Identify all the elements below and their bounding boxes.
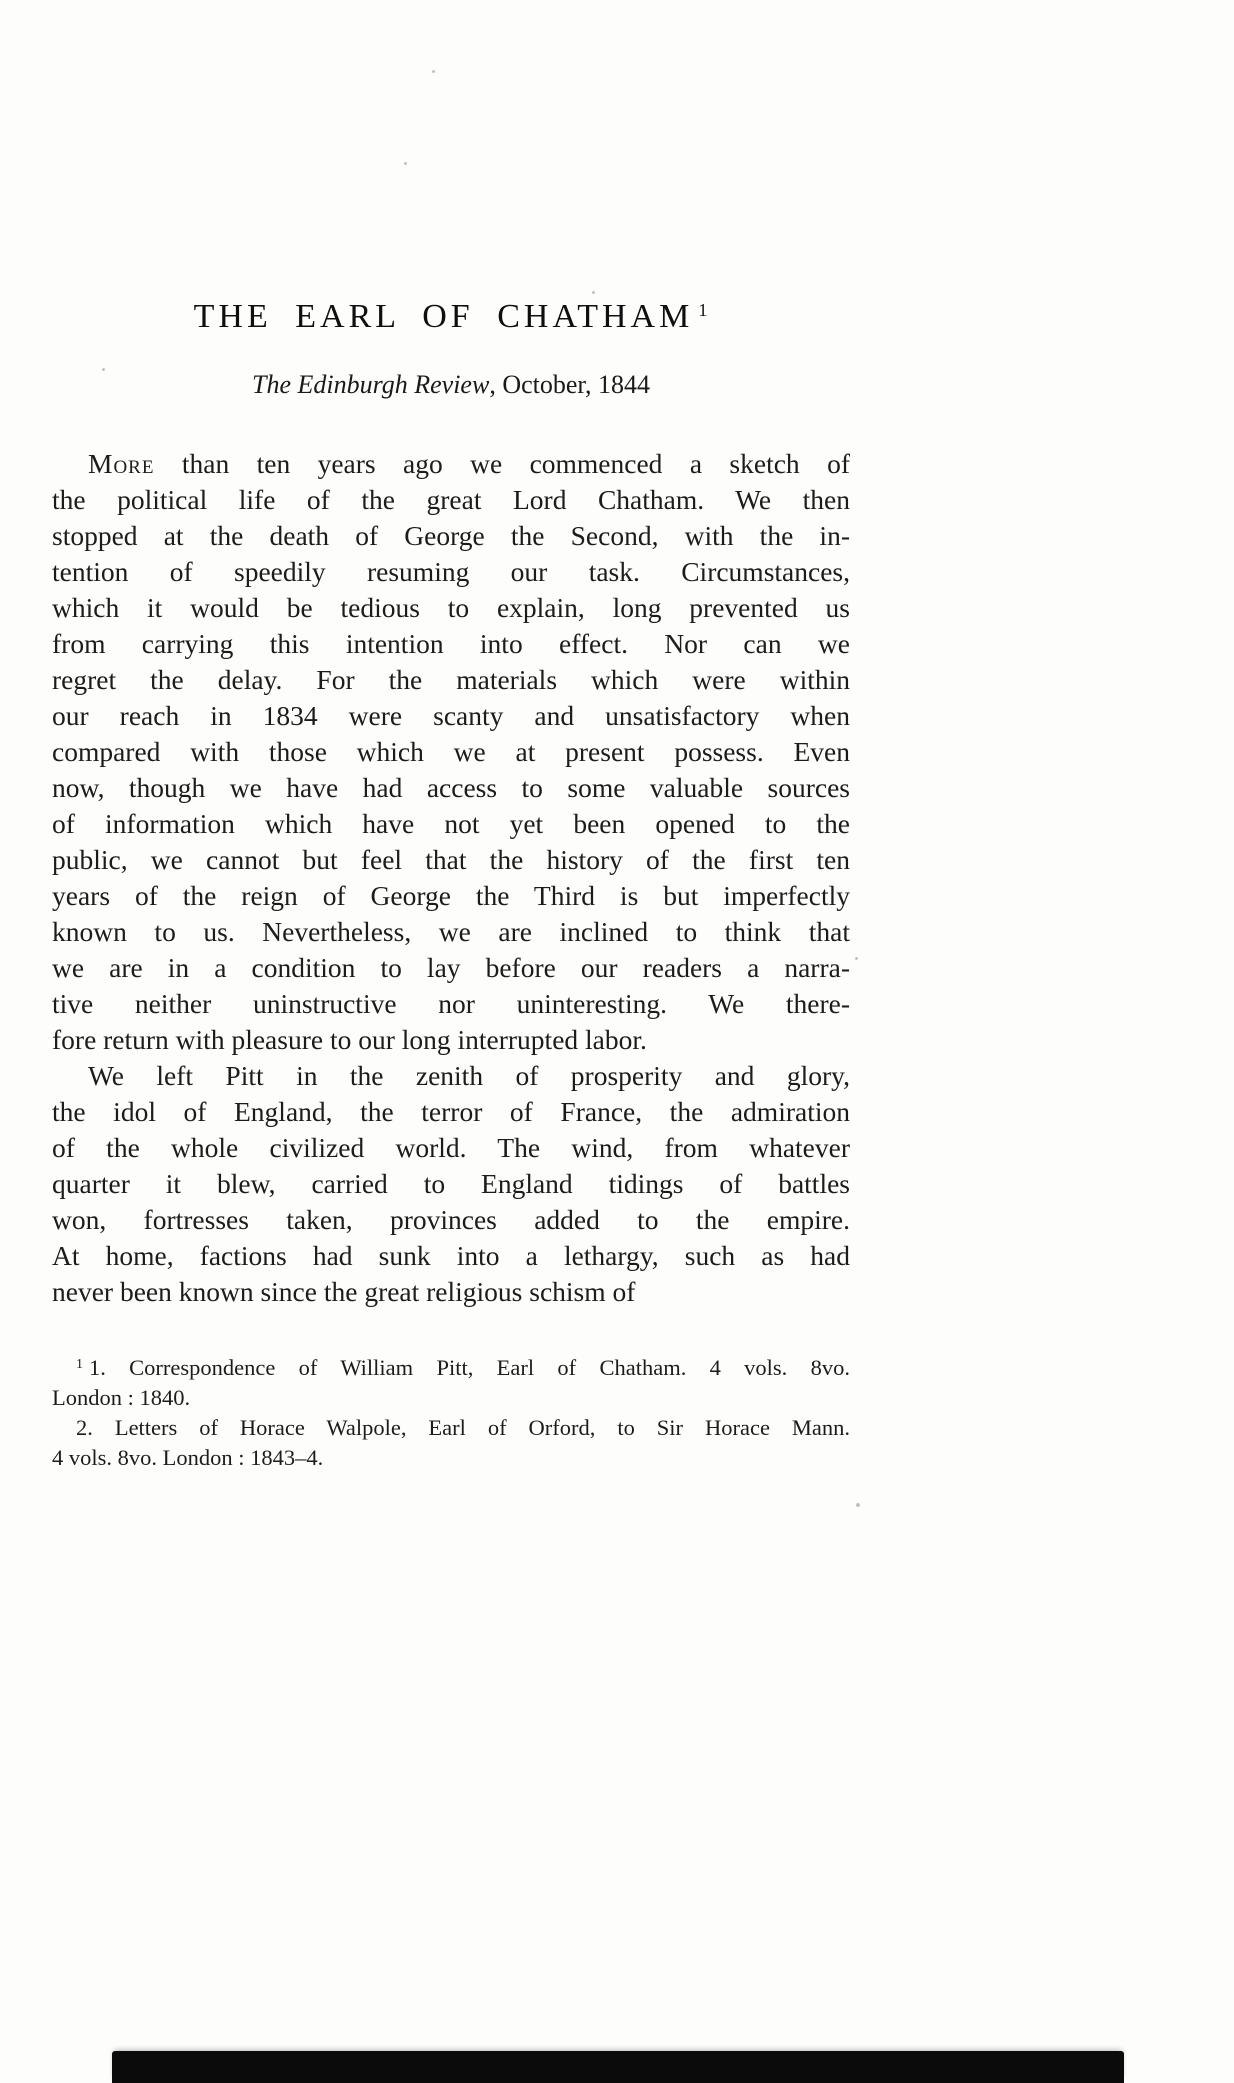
footnote-reference: 1 (698, 300, 709, 320)
text-line: quarter it blew, carried to England tidings of battles (52, 1168, 850, 1199)
footnotes (52, 1350, 850, 1473)
text-line: At home, factions had sunk into a lethargy, such as had (52, 1240, 850, 1271)
page-content (52, 298, 850, 1473)
body-text (52, 446, 850, 1310)
text-line: We left Pitt in the zenith of prosperity and glory, (88, 1060, 850, 1091)
text-line: our reach in 1834 were scanty and unsatisfactory when (52, 700, 850, 731)
text-line: now, though we have had access to some valuable sources (52, 772, 850, 803)
scan-speck (432, 70, 435, 73)
text-line: of information which have not yet been opened to the (52, 808, 850, 839)
footnote-marker: 1 (76, 1357, 83, 1372)
subtitle (52, 370, 850, 400)
text-line: stopped at the death of George the Second, with the in- (52, 520, 850, 551)
text-line: regret the delay. For the materials which were within (52, 664, 850, 695)
footnote (52, 1350, 850, 1413)
footnote-line: London : 1840. (52, 1385, 191, 1410)
text-line: the idol of England, the terror of France, the admiration (52, 1096, 850, 1127)
footnote (52, 1413, 850, 1473)
text-line: from carrying this intention into effect. Nor can we (52, 628, 850, 659)
footnote-line: 2. Letters of Horace Walpole, Earl of Orford, to Sir Horace Mann. (76, 1415, 850, 1440)
subtitle-date: , October, 1844 (489, 370, 651, 399)
footnote-line: $^1$ 1. Correspondence of William Pitt, Earl of Chatham. 4 vols. 8vo. (76, 1355, 850, 1380)
scan-speck (404, 162, 407, 165)
text-line: public, we cannot but feel that the history of the first ten (52, 844, 850, 875)
text-line: tive neither uninstructive nor uninteresting. We there- (52, 988, 850, 1019)
text-line: we are in a condition to lay before our readers a narra- (52, 952, 850, 983)
text-line: known to us. Nevertheless, we are inclined to think that (52, 916, 850, 947)
scan-speck (855, 957, 858, 960)
text-line: the political life of the great Lord Chatham. We then (52, 484, 850, 515)
paragraph (52, 1058, 850, 1310)
scan-speck (102, 368, 105, 371)
text-line: More than ten years ago we commenced a sketch of (88, 448, 850, 479)
scan-edge-artifact (112, 2051, 1124, 2083)
text-line: won, fortresses taken, provinces added to the empire. (52, 1204, 850, 1235)
footnote-line: 4 vols. 8vo. London : 1843–4. (52, 1445, 324, 1470)
text-line: tention of speedily resuming our task. Circumstances, (52, 556, 850, 587)
text-line: of the whole civilized world. The wind, from whatever (52, 1132, 850, 1163)
text-line: which it would be tedious to explain, long prevented us (52, 592, 850, 623)
text-line: never been known since the great religious schism of (52, 1276, 636, 1307)
smallcaps-lead-word: More (88, 448, 155, 479)
title-text: THE EARL OF CHATHAM (193, 298, 694, 335)
scan-speck (856, 1503, 860, 1507)
text-line: years of the reign of George the Third is but imperfectly (52, 880, 850, 911)
page-title (52, 298, 850, 336)
text-line: fore return with pleasure to our long interrupted labor. (52, 1024, 647, 1055)
text-line: compared with those which we at present possess. Even (52, 736, 850, 767)
scan-speck (592, 291, 595, 294)
journal-name: The Edinburgh Review (251, 370, 490, 399)
paragraph (52, 446, 850, 1058)
